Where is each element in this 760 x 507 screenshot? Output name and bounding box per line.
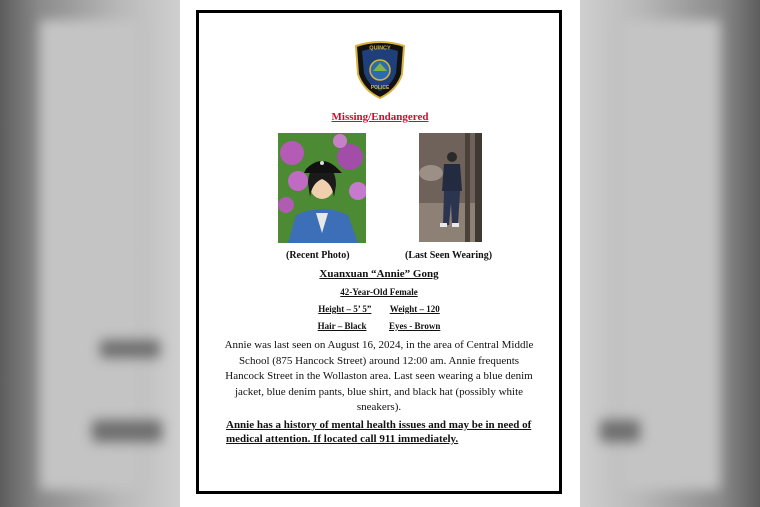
last-seen-caption: (Last Seen Wearing) bbox=[405, 250, 493, 261]
recent-photo-caption: (Recent Photo) bbox=[286, 250, 350, 261]
height-weight-row bbox=[196, 304, 562, 314]
medical-warning: Annie has a history of mental health issues and may be in need of medical attention. If located call 911 immediately. bbox=[226, 419, 532, 445]
description-paragraph: Annie was last seen on August 16, 2024, in the area of Central Middle School (875 Hancock Street) around 12:00 am. Annie frequents Hancock Street in the Wollaston area. Last seen wearing a blue denim jacket, blue denim pants, blue shirt, and black hat (possibly white sneakers). bbox=[224, 339, 534, 413]
last-seen-photo bbox=[419, 133, 482, 242]
svg-text:POLICE: POLICE bbox=[370, 85, 390, 91]
eyes-text: Eyes - Brown bbox=[389, 321, 441, 331]
weight-text: Weight – 120 bbox=[389, 304, 440, 314]
height-text: Height – 5’ 5” bbox=[318, 304, 372, 314]
recent-photo bbox=[278, 133, 366, 243]
hair-eyes-row bbox=[196, 321, 562, 331]
missing-person-name: Xuanxuan “Annie” Gong bbox=[319, 268, 439, 280]
age-sex: 42-Year-Old Female bbox=[340, 287, 418, 297]
missing-header: Missing/Endangered bbox=[331, 111, 429, 123]
police-badge-icon bbox=[353, 40, 407, 100]
svg-text:QUINCY: QUINCY bbox=[369, 45, 391, 52]
hair-text: Hair – Black bbox=[317, 321, 367, 331]
